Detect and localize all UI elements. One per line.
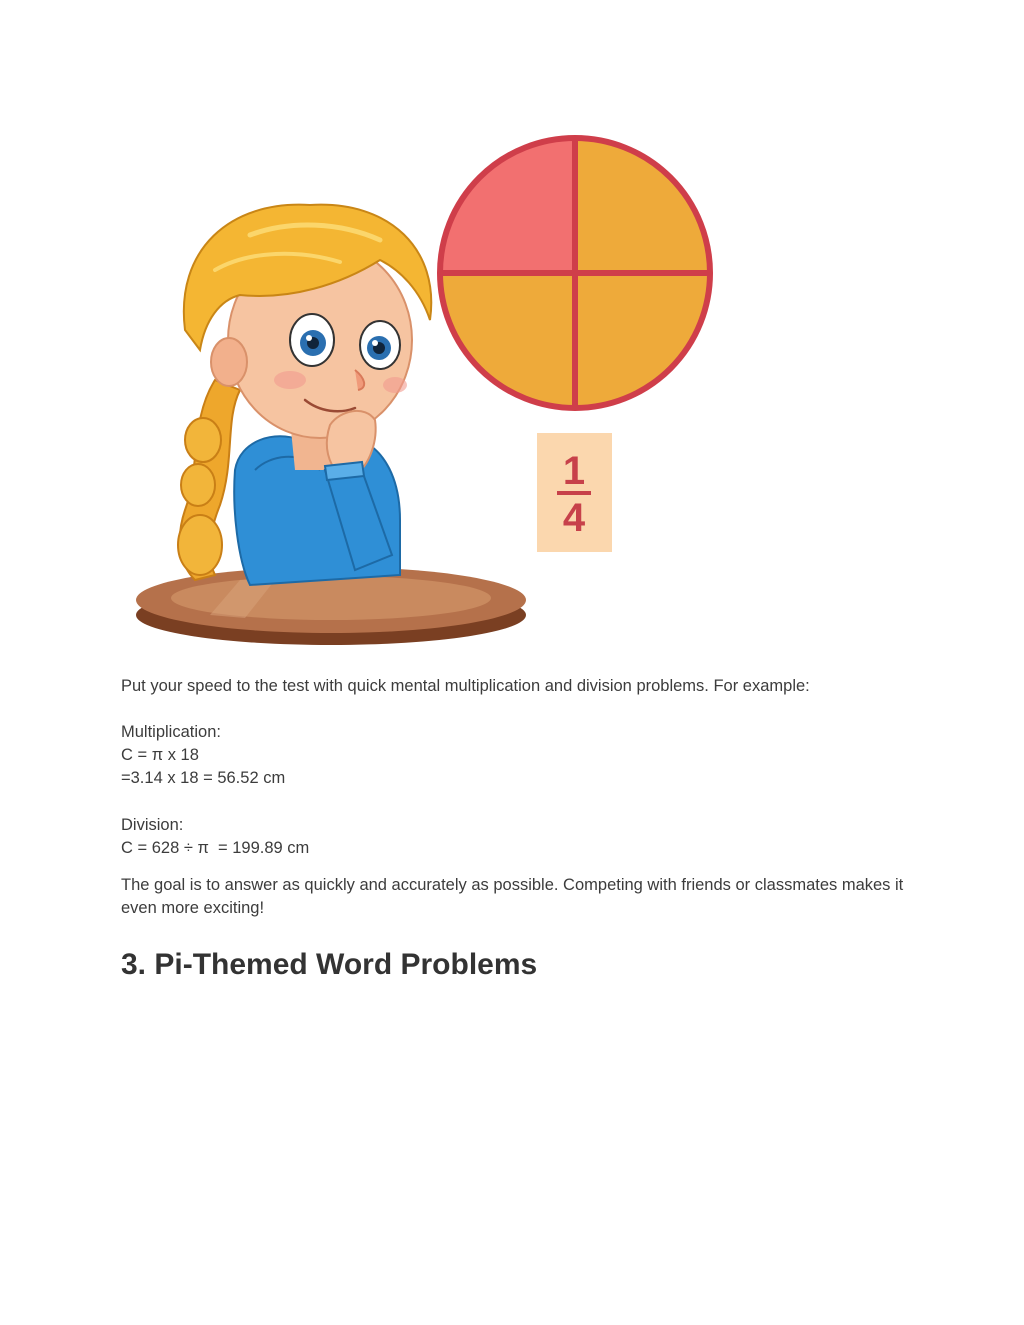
- division-label: Division:: [121, 816, 184, 834]
- girl-fraction-illustration: [130, 130, 730, 660]
- goal-text: The goal is to answer as quickly and accurately as possible. Competing with friends or classmates makes it even more exciting!: [121, 876, 904, 917]
- fraction-card: [537, 433, 612, 552]
- section-heading: 3. Pi-Themed Word Problems: [121, 948, 538, 981]
- intro-text: Put your speed to the test with quick mental multiplication and division problems. For example:: [121, 677, 810, 695]
- fraction-denominator: 4: [562, 496, 586, 540]
- multiplication-line-2: =3.14 x 18 = 56.52 cm: [121, 769, 286, 787]
- fraction-pie-chart: [440, 138, 710, 408]
- division-example: [121, 814, 911, 860]
- goal-paragraph: [121, 874, 911, 920]
- multiplication-line-1: C = π x 18: [121, 746, 199, 764]
- multiplication-example: [121, 721, 911, 790]
- intro-paragraph: [121, 675, 911, 698]
- division-line-1: C = 628 ÷ π = 199.89 cm: [121, 839, 310, 857]
- fraction-numerator: 1: [562, 449, 586, 493]
- multiplication-label: Multiplication:: [121, 723, 221, 741]
- girl-image: [178, 205, 431, 585]
